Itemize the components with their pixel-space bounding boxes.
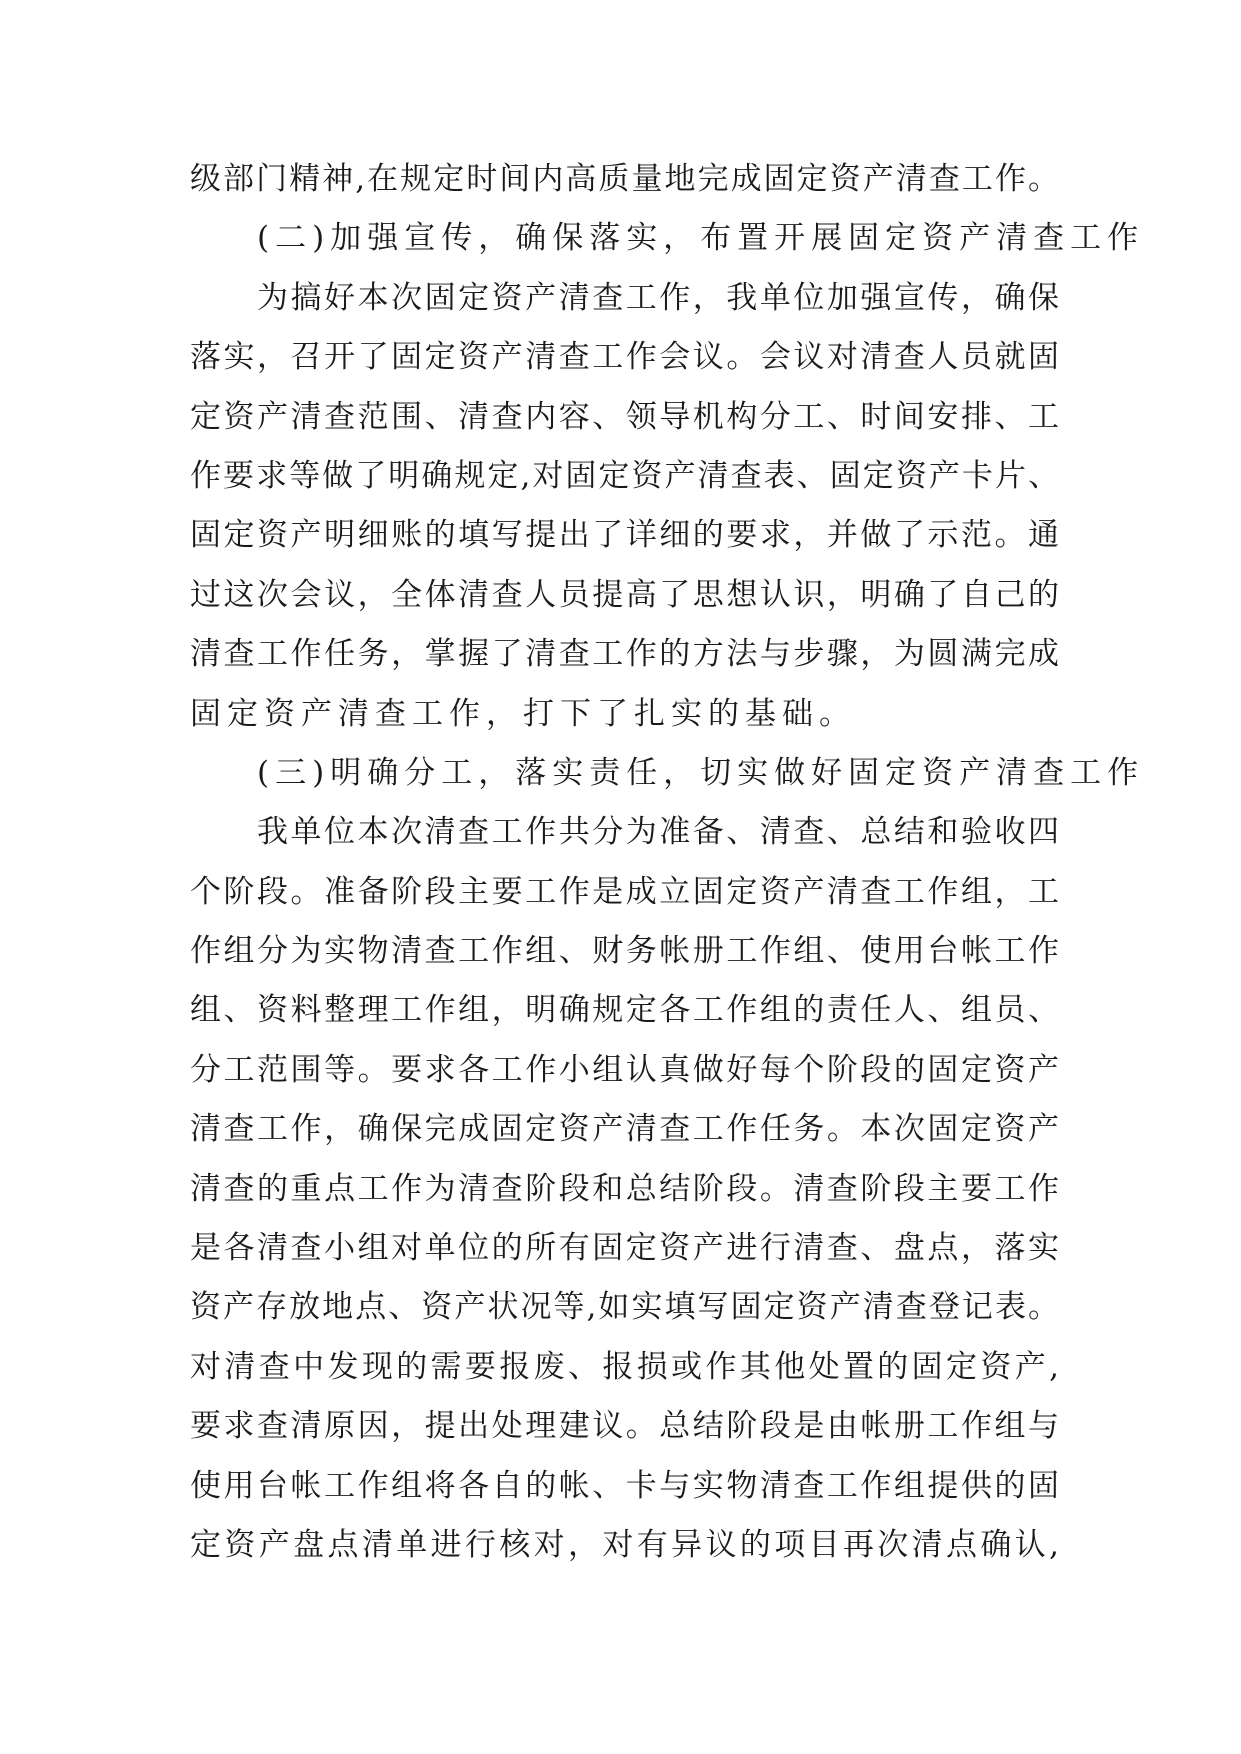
- text-line: 是各清查小组对单位的所有固定资产进行清查、盘点，落实: [190, 1230, 1060, 1267]
- text-line: 清查的重点工作为清查阶段和总结阶段。清查阶段主要工作: [190, 1170, 1060, 1207]
- text-line: 固定资产清查工作，打下了扎实的基础。: [190, 695, 856, 732]
- text-line: 为搞好本次固定资产清查工作，我单位加强宣传，确保: [257, 279, 1060, 316]
- text-line: 固定资产明细账的填写提出了详细的要求，并做了示范。通: [190, 517, 1060, 554]
- body-text: [190, 150, 1145, 1575]
- text-line: 分工范围等。要求各工作小组认真做好每个阶段的固定资产: [190, 1051, 1060, 1088]
- text-line: 个阶段。准备阶段主要工作是成立固定资产清查工作组，工: [190, 873, 1060, 910]
- text-line: 级部门精神,在规定时间内高质量地完成固定资产清查工作。: [190, 161, 1060, 197]
- text-line: 我单位本次清查工作共分为准备、清查、总结和验收四: [257, 814, 1060, 851]
- text-line: 定资产清查范围、清查内容、领导机构分工、时间安排、工: [190, 398, 1060, 435]
- text-line: (三)明确分工，落实责任，切实做好固定资产清查工作: [257, 754, 1145, 791]
- text-line: 组、资料整理工作组，明确规定各工作组的责任人、组员、: [190, 992, 1060, 1029]
- text-line: 落实，召开了固定资产清查工作会议。会议对清查人员就固: [190, 339, 1060, 376]
- text-line: 清查工作任务，掌握了清查工作的方法与步骤，为圆满完成: [190, 636, 1060, 673]
- text-line: 对清查中发现的需要报废、报损或作其他处置的固定资产,: [190, 1348, 1060, 1385]
- text-line: 清查工作，确保完成固定资产清查工作任务。本次固定资产: [190, 1111, 1060, 1148]
- text-line: 资产存放地点、资产状况等,如实填写固定资产清查登记表。: [190, 1289, 1060, 1326]
- text-line: 要求查清原因，提出处理建议。总结阶段是由帐册工作组与: [190, 1408, 1060, 1445]
- text-line: 作组分为实物清查工作组、财务帐册工作组、使用台帐工作: [190, 933, 1060, 970]
- text-line: (二)加强宣传，确保落实，布置开展固定资产清查工作: [257, 220, 1145, 257]
- text-line: 过这次会议，全体清查人员提高了思想认识，明确了自己的: [190, 576, 1060, 613]
- text-line: 使用台帐工作组将各自的帐、卡与实物清查工作组提供的固: [190, 1467, 1060, 1504]
- text-line: 作要求等做了明确规定,对固定资产清查表、固定资产卡片、: [190, 457, 1060, 494]
- text-line: 定资产盘点清单进行核对，对有异议的项目再次清点确认,: [190, 1526, 1060, 1563]
